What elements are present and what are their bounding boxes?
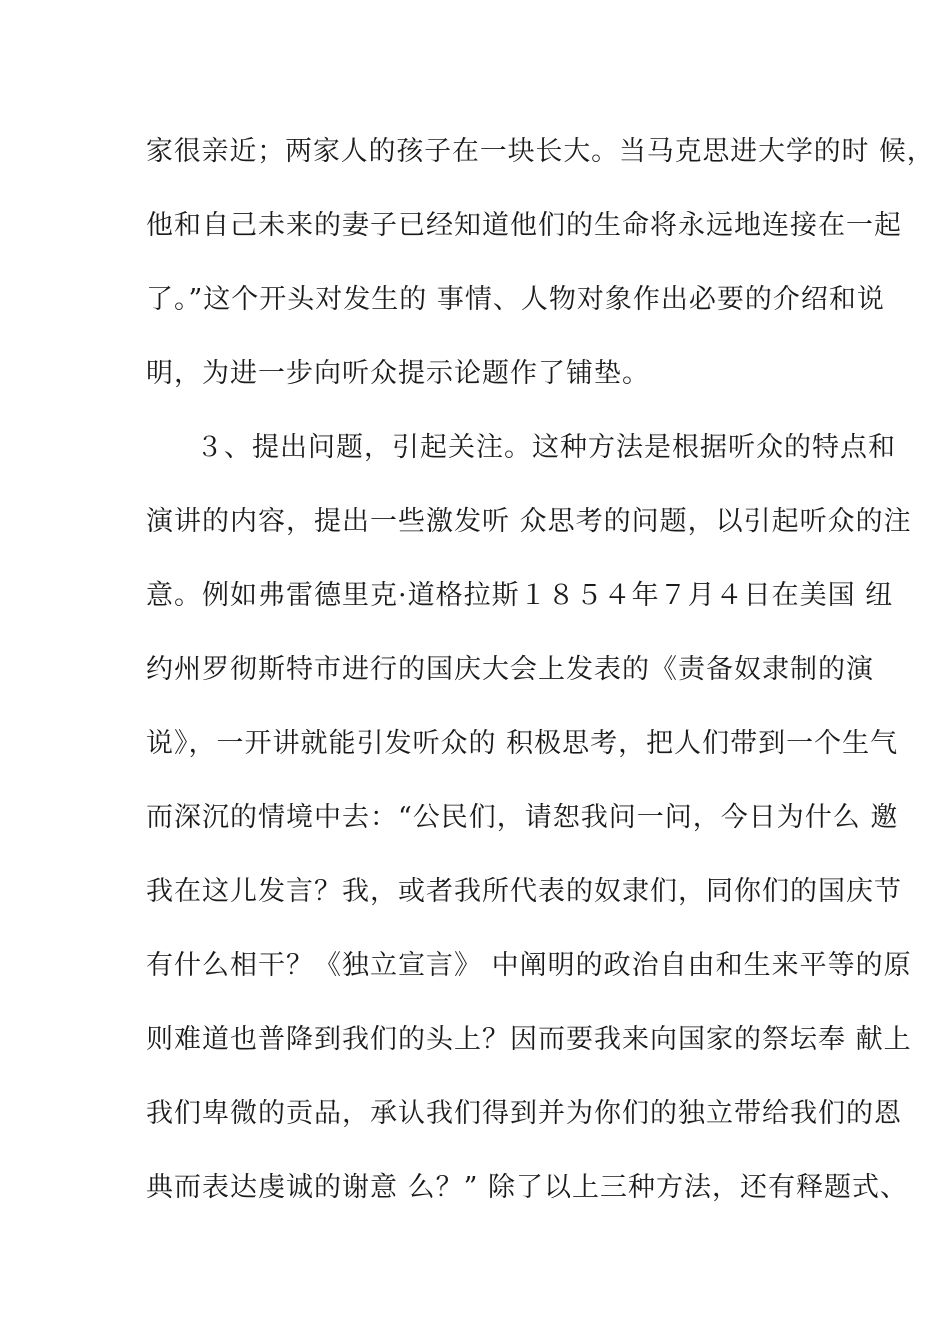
text-line: 有什么相干？《独立宣言》 中阐明的政治自由和生来平等的原: [146, 950, 912, 981]
text-line: 约州罗彻斯特市进行的国庆大会上发表的《责备奴隶制的演: [146, 654, 874, 685]
text-line: 我们卑微的贡品，承认我们得到并为你们的独立带给我们的恩: [146, 1098, 902, 1129]
text-line: 他和自己未来的妻子已经知道他们的生命将永远地连接在一起: [146, 210, 902, 241]
text-line: 意。例如弗雷德里克·道格拉斯１８５４年７月４日在美国 纽: [146, 580, 894, 611]
text-line: 了。”这个开头对发生的 事情、人物对象作出必要的介绍和说: [146, 284, 885, 315]
text-line: 而深沉的情境中去：“公民们，请恕我问一问，今日为什么 邀: [146, 802, 899, 833]
text-line: 明，为进一步向听众提示论题作了铺垫。: [146, 358, 650, 389]
text-line: 我在这儿发言？我，或者我所代表的奴隶们，同你们的国庆节: [146, 876, 902, 907]
text-line: 典而表达虔诚的谢意 么？” 除了以上三种方法，还有释题式、: [146, 1172, 908, 1203]
text-line: 则难道也普降到我们的头上？因而要我来向国家的祭坛奉 献上: [146, 1024, 912, 1055]
text-line: 演讲的内容，提出一些激发听 众思考的问题，以引起听众的注: [146, 506, 912, 537]
paragraph-start-line: ３、提出问题，引起关注。这种方法是根据听众的特点和: [196, 432, 896, 463]
text-line: 家很亲近；两家人的孩子在一块长大。当马克思进大学的时 候，: [146, 136, 935, 167]
text-line: 说》，一开讲就能引发听众的 积极思考，把人们带到一个生气: [146, 728, 899, 759]
